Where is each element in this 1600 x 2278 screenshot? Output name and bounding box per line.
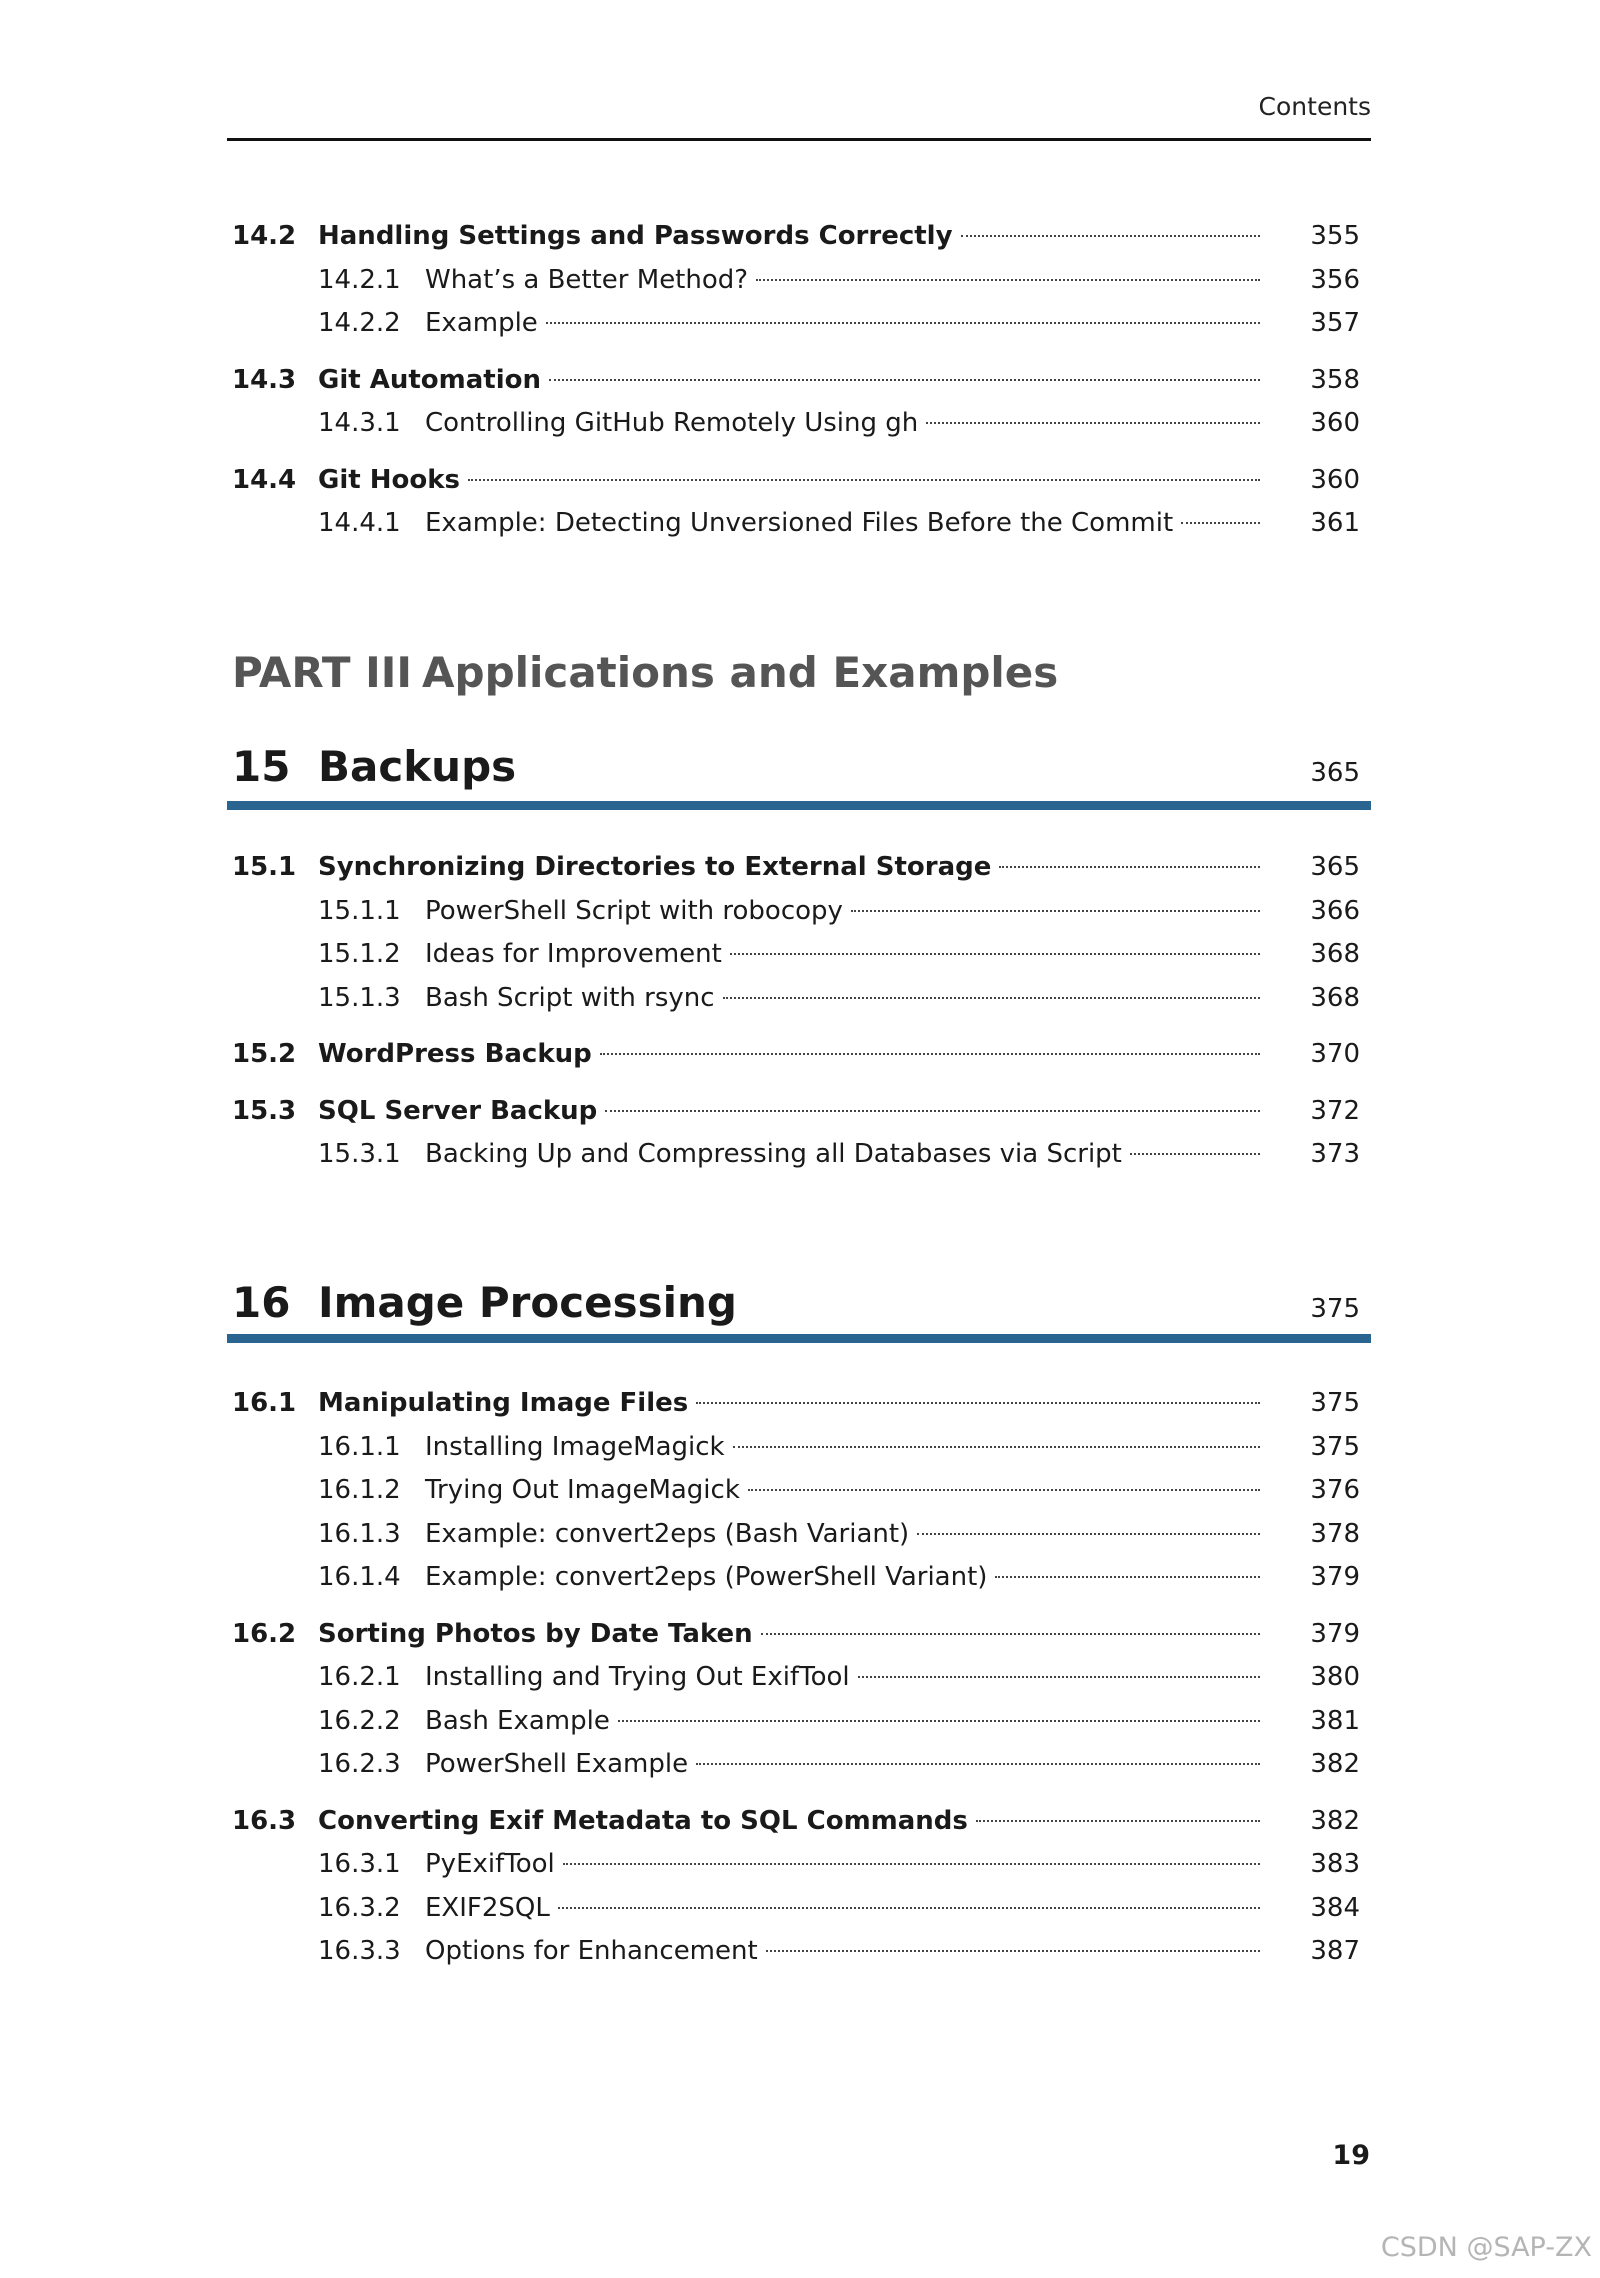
- entry-title: Synchronizing Directories to External Storage: [318, 852, 992, 882]
- entry-page: 358: [1310, 364, 1360, 395]
- toc-block-chapter-14: [232, 215, 1360, 546]
- dot-leader: [756, 279, 1260, 281]
- chapter-heading-15[interactable]: [232, 742, 1360, 791]
- toc-subsection-entry[interactable]: [232, 259, 1360, 303]
- entry-number: 16.1.4: [318, 1562, 401, 1592]
- entry-number: 16.1.1: [318, 1431, 401, 1462]
- dot-leader: [733, 1446, 1260, 1448]
- entry-number: 16.3.2: [318, 1892, 401, 1923]
- entry-page: 382: [1310, 1749, 1360, 1779]
- entry-number: 16.1: [232, 1388, 297, 1418]
- chapter-page: 375: [1310, 1294, 1360, 1324]
- toc-subsection-entry[interactable]: [232, 1843, 1360, 1887]
- entry-title: Example: convert2eps (Bash Variant): [425, 1518, 910, 1549]
- chapter-title: Backups: [318, 742, 517, 791]
- part-heading: [232, 648, 1058, 697]
- entry-number: 14.3.1: [318, 408, 401, 438]
- dot-leader: [558, 1907, 1260, 1909]
- dot-leader: [696, 1763, 1260, 1765]
- entry-number: 15.1: [232, 852, 297, 882]
- entry-number: 16.3.3: [318, 1936, 401, 1966]
- dot-leader: [605, 1110, 1260, 1112]
- toc-section-entry[interactable]: [232, 1382, 1360, 1426]
- entry-title: PowerShell Example: [425, 1749, 689, 1779]
- entry-title: Git Hooks: [318, 464, 460, 495]
- entry-number: 16.2.3: [318, 1749, 401, 1779]
- toc-subsection-entry[interactable]: [232, 1469, 1360, 1513]
- chapter-rule: [227, 1334, 1371, 1343]
- entry-title: PowerShell Script with robocopy: [425, 895, 843, 926]
- dot-leader: [858, 1676, 1260, 1678]
- part-label: PART III: [232, 648, 413, 697]
- toc-section-entry[interactable]: [232, 215, 1360, 259]
- toc-subsection-entry[interactable]: [232, 1426, 1360, 1470]
- toc-subsection-entry[interactable]: [232, 1133, 1360, 1177]
- entry-page: 355: [1310, 221, 1360, 251]
- toc-section-entry[interactable]: [232, 459, 1360, 503]
- toc-section-entry[interactable]: [232, 1033, 1360, 1077]
- dot-leader: [995, 1576, 1260, 1578]
- entry-page: 357: [1310, 308, 1360, 338]
- toc-subsection-entry[interactable]: [232, 1656, 1360, 1700]
- toc-subsection-entry[interactable]: [232, 977, 1360, 1021]
- entry-page: 384: [1310, 1892, 1360, 1923]
- entry-page: 365: [1310, 852, 1360, 882]
- dot-leader: [961, 235, 1260, 237]
- entry-title: SQL Server Backup: [318, 1095, 598, 1126]
- entry-title: Bash Example: [425, 1705, 610, 1736]
- toc-subsection-entry[interactable]: [232, 302, 1360, 346]
- entry-number: 16.2.1: [318, 1662, 401, 1692]
- entry-page: 379: [1310, 1562, 1360, 1592]
- dot-leader: [761, 1633, 1260, 1635]
- entry-title: Handling Settings and Passwords Correctly: [318, 221, 953, 251]
- dot-leader: [723, 997, 1260, 999]
- dot-leader: [748, 1489, 1260, 1491]
- toc-subsection-entry[interactable]: [232, 1743, 1360, 1787]
- entry-number: 14.2: [232, 221, 297, 251]
- entry-number: 15.1.3: [318, 982, 401, 1013]
- entry-number: 16.1.2: [318, 1475, 401, 1505]
- entry-title: EXIF2SQL: [425, 1892, 550, 1923]
- entry-title: Git Automation: [318, 364, 542, 395]
- entry-number: 16.3: [232, 1805, 297, 1836]
- entry-number: 14.4: [232, 464, 297, 495]
- entry-title: Example: [425, 308, 538, 338]
- chapter-number: 16: [232, 1278, 291, 1327]
- watermark: CSDN @SAP-ZX: [1380, 2232, 1592, 2263]
- entry-page: 372: [1310, 1095, 1360, 1126]
- entry-title: Manipulating Image Files: [318, 1388, 689, 1418]
- entry-number: 15.1.1: [318, 895, 401, 926]
- entry-title: PyExifTool: [425, 1849, 555, 1879]
- entry-title: Example: convert2eps (PowerShell Variant): [425, 1562, 988, 1592]
- entry-page: 360: [1310, 408, 1360, 438]
- entry-number: 16.2: [232, 1618, 297, 1649]
- toc-section-entry[interactable]: [232, 1090, 1360, 1134]
- chapter-rule: [227, 801, 1371, 810]
- entry-number: 15.1.2: [318, 939, 401, 969]
- toc-section-entry[interactable]: [232, 1613, 1360, 1657]
- entry-page: 376: [1310, 1475, 1360, 1505]
- entry-page: 368: [1310, 982, 1360, 1013]
- entry-title: Backing Up and Compressing all Databases via Script: [425, 1139, 1122, 1169]
- page-number: 19: [1332, 2140, 1370, 2171]
- entry-page: 375: [1310, 1388, 1360, 1418]
- entry-title: What’s a Better Method?: [425, 264, 749, 295]
- chapter-number: 15: [232, 742, 291, 791]
- toc-subsection-entry[interactable]: [232, 1700, 1360, 1744]
- entry-page: 360: [1310, 464, 1360, 495]
- entry-number: 14.2.1: [318, 264, 401, 295]
- entry-page: 356: [1310, 264, 1360, 295]
- entry-number: 16.1.3: [318, 1518, 401, 1549]
- entry-page: 368: [1310, 939, 1360, 969]
- entry-number: 15.3.1: [318, 1139, 401, 1169]
- entry-number: 16.2.2: [318, 1705, 401, 1736]
- entry-page: 375: [1310, 1431, 1360, 1462]
- entry-title: WordPress Backup: [318, 1039, 592, 1069]
- toc-block-chapter-16: [232, 1382, 1360, 1974]
- toc-section-entry[interactable]: [232, 359, 1360, 403]
- entry-number: 15.3: [232, 1095, 297, 1126]
- dot-leader: [926, 422, 1260, 424]
- entry-title: Ideas for Improvement: [425, 939, 722, 969]
- entry-number: 14.4.1: [318, 508, 401, 538]
- dot-leader: [999, 866, 1260, 868]
- toc-subsection-entry[interactable]: [232, 1513, 1360, 1557]
- entry-page: 383: [1310, 1849, 1360, 1879]
- entry-title: Sorting Photos by Date Taken: [318, 1618, 753, 1649]
- dot-leader: [766, 1950, 1260, 1952]
- toc-subsection-entry[interactable]: [232, 933, 1360, 977]
- chapter-heading-16[interactable]: [232, 1278, 1360, 1327]
- dot-leader: [696, 1402, 1260, 1404]
- running-header: Contents: [1258, 92, 1371, 121]
- entry-number: 15.2: [232, 1039, 297, 1069]
- entry-page: 373: [1310, 1139, 1360, 1169]
- dot-leader: [730, 953, 1260, 955]
- dot-leader: [1130, 1153, 1260, 1155]
- chapter-page: 365: [1310, 758, 1360, 788]
- dot-leader: [546, 322, 1260, 324]
- entry-title: Options for Enhancement: [425, 1936, 758, 1966]
- entry-number: 14.3: [232, 364, 297, 395]
- entry-page: 382: [1310, 1805, 1360, 1836]
- toc-subsection-entry[interactable]: [232, 890, 1360, 934]
- toc-subsection-entry[interactable]: [232, 1887, 1360, 1931]
- entry-page: 366: [1310, 895, 1360, 926]
- entry-title: Controlling GitHub Remotely Using gh: [425, 408, 919, 438]
- entry-title: Converting Exif Metadata to SQL Commands: [318, 1805, 968, 1836]
- entry-page: 370: [1310, 1039, 1360, 1069]
- toc-subsection-entry[interactable]: [232, 1930, 1360, 1974]
- part-title: Applications and Examples: [422, 648, 1059, 697]
- dot-leader: [563, 1863, 1260, 1865]
- toc-subsection-entry[interactable]: [232, 502, 1360, 546]
- toc-section-entry[interactable]: [232, 1800, 1360, 1844]
- entry-page: 380: [1310, 1662, 1360, 1692]
- toc-subsection-entry[interactable]: [232, 402, 1360, 446]
- toc-block-chapter-15: [232, 846, 1360, 1177]
- dot-leader: [600, 1053, 1260, 1055]
- entry-page: 378: [1310, 1518, 1360, 1549]
- entry-title: Example: Detecting Unversioned Files Before the Commit: [425, 508, 1174, 538]
- entry-number: 14.2.2: [318, 308, 401, 338]
- entry-title: Bash Script with rsync: [425, 982, 715, 1013]
- header-rule: [227, 138, 1371, 141]
- dot-leader: [618, 1720, 1260, 1722]
- dot-leader: [468, 479, 1260, 481]
- entry-page: 381: [1310, 1705, 1360, 1736]
- entry-title: Installing ImageMagick: [425, 1431, 725, 1462]
- toc-section-entry[interactable]: [232, 846, 1360, 890]
- entry-page: 379: [1310, 1618, 1360, 1649]
- chapter-title: Image Processing: [318, 1278, 737, 1327]
- entry-title: Installing and Trying Out ExifTool: [425, 1662, 850, 1692]
- dot-leader: [1181, 522, 1260, 524]
- toc-subsection-entry[interactable]: [232, 1556, 1360, 1600]
- dot-leader: [917, 1533, 1260, 1535]
- dot-leader: [549, 379, 1260, 381]
- entry-number: 16.3.1: [318, 1849, 401, 1879]
- entry-title: Trying Out ImageMagick: [425, 1475, 740, 1505]
- dot-leader: [851, 910, 1260, 912]
- entry-page: 361: [1310, 508, 1360, 538]
- dot-leader: [976, 1820, 1260, 1822]
- entry-page: 387: [1310, 1936, 1360, 1966]
